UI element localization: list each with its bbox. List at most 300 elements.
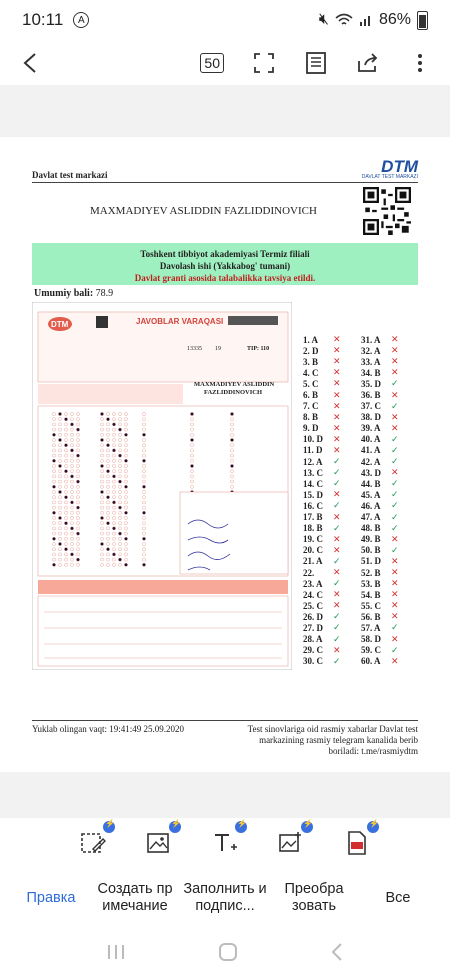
answer-label: 49. B: [361, 534, 381, 545]
bubble: [64, 522, 67, 525]
bubble: [118, 433, 121, 436]
bubble: [100, 537, 103, 540]
bubble: [142, 501, 145, 504]
bubble: [124, 563, 127, 566]
answer-label: 27. D: [303, 622, 323, 633]
bubble: [76, 506, 79, 509]
answer-label: 22.: [303, 567, 315, 578]
bubble: [76, 444, 79, 447]
bubble: [70, 438, 73, 441]
bubble: [118, 496, 121, 499]
answer-label: 32. A: [361, 345, 381, 356]
answer-label: 4. C: [303, 367, 319, 378]
bubble: [52, 449, 55, 452]
bubble: [64, 558, 67, 561]
cross-icon: ✕: [333, 433, 341, 444]
bubble: [52, 542, 55, 545]
bubble: [142, 438, 145, 441]
bubble: [112, 423, 115, 426]
bubble: [106, 542, 109, 545]
bubble: [58, 511, 61, 514]
bubble: [70, 516, 73, 519]
answer-row: [303, 467, 363, 478]
bubble: [58, 558, 61, 561]
answer-label: 36. B: [361, 390, 381, 401]
bubble: [106, 449, 109, 452]
answer-row: [303, 423, 363, 434]
bubble: [190, 485, 193, 488]
bubble: [70, 418, 73, 421]
bubble: [70, 501, 73, 504]
admission-notice: [32, 243, 418, 285]
cross-icon: ✕: [391, 367, 399, 378]
faculty-line: Davolash ishi (Yakkabog' tumani): [159, 261, 291, 271]
cross-icon: ✕: [391, 578, 399, 589]
premium-badge-icon: [103, 821, 115, 833]
bubble: [106, 553, 109, 556]
check-icon: ✓: [391, 544, 399, 555]
answer-row: [303, 412, 363, 423]
fullscreen-button[interactable]: [252, 51, 276, 75]
bubble: [118, 506, 121, 509]
answers-column-31-60: [361, 334, 421, 667]
bubble: [70, 558, 73, 561]
answer-label: 53. B: [361, 578, 381, 589]
bubble: [52, 522, 55, 525]
bubble: [100, 475, 103, 478]
bubble: [100, 438, 103, 441]
bubble: [142, 516, 145, 519]
answer-label: 25. C: [303, 600, 323, 611]
bubble: [64, 548, 67, 551]
bubble: [64, 532, 67, 535]
cross-icon: ✕: [391, 467, 399, 478]
answer-row: [361, 434, 421, 445]
bubble: [58, 563, 61, 566]
viewer-background: [0, 85, 450, 137]
bubble: [124, 454, 127, 457]
answer-label: 58. D: [361, 634, 381, 645]
bubble: [112, 412, 115, 415]
answer-label: 29. C: [303, 645, 323, 656]
answer-row: [303, 634, 363, 645]
answer-row: [303, 512, 363, 523]
fill-sign-tab[interactable]: Заполнить и подпис...: [183, 881, 267, 914]
check-icon: ✓: [391, 511, 399, 522]
share-button[interactable]: [356, 51, 380, 75]
bubble: [112, 470, 115, 473]
back-nav-icon[interactable]: [330, 942, 344, 962]
answer-label: 42. A: [361, 456, 381, 467]
answer-label: 21. A: [303, 556, 323, 567]
mute-icon: 🔇︎: [318, 11, 329, 28]
answer-row: [303, 600, 363, 611]
bubble: [118, 428, 121, 431]
bubble: [70, 548, 73, 551]
answer-row: [303, 545, 363, 556]
cross-icon: ✕: [391, 356, 399, 367]
bubble: [100, 563, 103, 566]
bubble: [112, 553, 115, 556]
bubble: [142, 537, 145, 540]
answer-label: 8. B: [303, 412, 319, 423]
bubble: [100, 553, 103, 556]
cross-icon: ✕: [391, 345, 399, 356]
bubble: [76, 485, 79, 488]
answer-row: [303, 534, 363, 545]
answer-label: 9. D: [303, 423, 319, 434]
bubble: [118, 490, 121, 493]
back-button[interactable]: [18, 51, 42, 75]
bubble: [76, 542, 79, 545]
add-image-tool[interactable]: [277, 829, 305, 857]
more-vertical-icon: [417, 53, 423, 73]
bubble: [106, 563, 109, 566]
bubble: [76, 475, 79, 478]
bubble: [58, 553, 61, 556]
bubble: [64, 553, 67, 556]
bubble: [230, 459, 233, 462]
cross-icon: ✕: [391, 567, 399, 578]
bubble: [52, 485, 55, 488]
bubble: [124, 428, 127, 431]
bubble: [142, 449, 145, 452]
bubble: [112, 418, 115, 421]
bubble: [230, 464, 233, 467]
bubble: [76, 548, 79, 551]
premium-badge-icon: [235, 821, 247, 833]
bubble: [106, 423, 109, 426]
bubble: [118, 480, 121, 483]
bubble: [52, 511, 55, 514]
bubble: [100, 418, 103, 421]
bubble: [76, 527, 79, 530]
bubble: [100, 485, 103, 488]
bubble: [52, 516, 55, 519]
bubble: [70, 444, 73, 447]
answer-row: [361, 356, 421, 367]
bubble: [76, 501, 79, 504]
more-options-button[interactable]: [408, 51, 432, 75]
add-text-box-tool[interactable]: [79, 829, 107, 857]
bubble: [124, 506, 127, 509]
recommendation-line: Davlat granti asosida talabalikka tavsiya etildi.: [134, 273, 316, 283]
answer-row: [303, 456, 363, 467]
bubble: [124, 464, 127, 467]
answer-row: [303, 334, 363, 345]
bubble: [124, 423, 127, 426]
score-value: 78.9: [95, 288, 114, 299]
bubble: [58, 454, 61, 457]
bubble: [100, 464, 103, 467]
document-header: [32, 159, 418, 183]
sheet-title: JAVOBLAR VARAQASI: [136, 317, 224, 326]
bubble: [76, 438, 79, 441]
bubble: [112, 548, 115, 551]
answer-label: 14. C: [303, 478, 323, 489]
page-count-button[interactable]: 50: [200, 53, 224, 73]
bubble: [52, 438, 55, 441]
bubble: [52, 423, 55, 426]
create-note-tab[interactable]: Создать пр имечание: [97, 881, 173, 914]
edit-tab[interactable]: Правка: [26, 889, 76, 906]
bubble: [58, 485, 61, 488]
bubble: [64, 459, 67, 462]
image-add-icon: [277, 829, 305, 857]
bubble: [118, 548, 121, 551]
bubble: [106, 506, 109, 509]
fullscreen-icon: [254, 53, 274, 73]
convert-tab[interactable]: Преобра зовать: [284, 881, 344, 914]
check-icon: ✓: [333, 478, 341, 489]
bubble: [52, 475, 55, 478]
bubble: [58, 542, 61, 545]
answer-row: [361, 523, 421, 534]
bubble: [106, 490, 109, 493]
bubble: [58, 506, 61, 509]
cross-icon: ✕: [391, 589, 399, 600]
bubble: [58, 412, 61, 415]
answer-label: 11. D: [303, 445, 323, 456]
answer-row: [361, 600, 421, 611]
answer-row: [303, 478, 363, 489]
bubble: [124, 522, 127, 525]
bubble: [142, 454, 145, 457]
bubble: [58, 423, 61, 426]
bubble: [64, 454, 67, 457]
answer-label: 56. B: [361, 611, 381, 622]
bubble: [124, 527, 127, 530]
answer-row: [361, 656, 421, 667]
check-icon: ✓: [333, 578, 341, 589]
bubble: [142, 475, 145, 478]
bubble: [70, 464, 73, 467]
bubble: [64, 418, 67, 421]
pdf-convert-tool[interactable]: [343, 829, 371, 857]
bubble: [64, 480, 67, 483]
bubble: [64, 470, 67, 473]
bubble: [64, 537, 67, 540]
battery-icon: [417, 11, 428, 30]
bubble: [106, 485, 109, 488]
bubble: [70, 522, 73, 525]
bubble: [64, 542, 67, 545]
total-score: [34, 288, 113, 299]
cross-icon: ✕: [391, 334, 399, 345]
bubble: [112, 454, 115, 457]
check-icon: ✓: [333, 456, 341, 467]
svg-text:DTM: DTM: [51, 320, 69, 329]
answer-label: 10. D: [303, 434, 323, 445]
bubble: [58, 433, 61, 436]
bubble: [58, 428, 61, 431]
bubble: [100, 412, 103, 415]
sheet-name-2: FAZLIDDINOVICH: [204, 389, 263, 396]
share-icon: [357, 53, 379, 73]
all-tools-tab[interactable]: Все: [385, 889, 411, 906]
bubble: [58, 438, 61, 441]
bubble: [112, 563, 115, 566]
bubble: [230, 444, 233, 447]
check-icon: ✓: [391, 433, 399, 444]
bubble: [70, 470, 73, 473]
bubble: [124, 496, 127, 499]
bubble: [118, 563, 121, 566]
bubble: [142, 459, 145, 462]
bubble: [52, 470, 55, 473]
answer-label: 60. A: [361, 656, 381, 667]
pdf-file-icon: [343, 829, 371, 857]
bubble: [76, 412, 79, 415]
answer-row: [361, 489, 421, 500]
status-time: 10:11: [22, 10, 64, 29]
bubble: [52, 418, 55, 421]
bubble: [52, 412, 55, 415]
bubble: [190, 423, 193, 426]
recent-apps-icon[interactable]: [106, 943, 126, 961]
bubble: [106, 480, 109, 483]
bubble: [124, 449, 127, 452]
check-icon: ✓: [333, 655, 341, 666]
bubble: [118, 459, 121, 462]
home-icon[interactable]: [218, 942, 238, 962]
bubble: [100, 423, 103, 426]
bubble: [190, 480, 193, 483]
answer-label: 55. C: [361, 600, 381, 611]
answer-row: [303, 645, 363, 656]
bubble: [70, 563, 73, 566]
bubble: [70, 537, 73, 540]
bubble: [64, 423, 67, 426]
answer-label: 19. C: [303, 534, 323, 545]
bubble: [64, 563, 67, 566]
answer-label: 43. D: [361, 467, 381, 478]
bubble: [142, 485, 145, 488]
bubble: [118, 542, 121, 545]
image-tool[interactable]: [145, 829, 173, 857]
bubble: [106, 459, 109, 462]
bubble: [190, 459, 193, 462]
bubble: [52, 553, 55, 556]
bubble: [70, 412, 73, 415]
answer-row: [361, 345, 421, 356]
answer-label: 51. D: [361, 556, 381, 567]
cross-icon: ✕: [333, 334, 341, 345]
bubble: [58, 516, 61, 519]
bubble: [190, 428, 193, 431]
bubble: [142, 444, 145, 447]
answer-label: 1. A: [303, 334, 319, 345]
bubble: [52, 563, 55, 566]
bubble: [230, 480, 233, 483]
answer-row: [361, 456, 421, 467]
bubble: [106, 428, 109, 431]
bubble: [70, 475, 73, 478]
bubble: [100, 428, 103, 431]
bubble: [64, 516, 67, 519]
cross-icon: ✕: [333, 411, 341, 422]
bubble: [70, 496, 73, 499]
bubble: [76, 418, 79, 421]
bubble: [64, 444, 67, 447]
answer-label: 46. A: [361, 500, 381, 511]
bubble: [76, 537, 79, 540]
bubble: [76, 511, 79, 514]
bubble: [230, 412, 233, 415]
bubble: [190, 464, 193, 467]
bubble: [124, 459, 127, 462]
answer-row: [361, 478, 421, 489]
bubble: [76, 553, 79, 556]
org-name: Davlat test markazi: [32, 170, 108, 180]
bubble: [52, 464, 55, 467]
answer-label: 17. B: [303, 512, 323, 523]
bubble: [58, 449, 61, 452]
bubble: [106, 464, 109, 467]
bubble: [58, 522, 61, 525]
answer-label: 3. B: [303, 356, 319, 367]
back-arrow-icon: [22, 52, 38, 74]
bubble: [106, 475, 109, 478]
bubble: [100, 490, 103, 493]
bubble: [64, 485, 67, 488]
bubble: [118, 475, 121, 478]
download-time: Yuklab olingan vaqt: 19:41:49 25.09.2020: [32, 724, 184, 734]
bubble: [70, 480, 73, 483]
reading-mode-button[interactable]: [304, 51, 328, 75]
bubble: [190, 475, 193, 478]
answer-row: [303, 656, 363, 667]
check-icon: ✓: [391, 400, 399, 411]
answer-row: [361, 401, 421, 412]
bubble: [76, 464, 79, 467]
institution-line: Toshkent tibbiyot akademiyasi Termiz filiali: [140, 249, 310, 259]
bubble: [142, 532, 145, 535]
bubble: [100, 522, 103, 525]
answer-row: [303, 489, 363, 500]
bubble: [142, 418, 145, 421]
bubble: [100, 542, 103, 545]
bubble: [190, 412, 193, 415]
answer-row: [361, 367, 421, 378]
bubble: [70, 490, 73, 493]
answer-row: [361, 378, 421, 389]
bubble: [112, 537, 115, 540]
check-icon: ✓: [391, 489, 399, 500]
bubble: [100, 532, 103, 535]
bubble: [112, 506, 115, 509]
answer-label: 7. C: [303, 401, 319, 412]
bubble: [112, 542, 115, 545]
bubble: [142, 506, 145, 509]
bubble: [112, 527, 115, 530]
answer-label: 24. C: [303, 589, 323, 600]
cross-icon: ✕: [391, 389, 399, 400]
bubble: [230, 423, 233, 426]
bubble: [58, 537, 61, 540]
add-text-tool[interactable]: [211, 829, 239, 857]
check-icon: ✓: [333, 522, 341, 533]
bubble: [58, 496, 61, 499]
bubble: [58, 532, 61, 535]
bubble: [118, 527, 121, 530]
cross-icon: ✕: [391, 411, 399, 422]
bubble: [112, 490, 115, 493]
answer-row: [361, 334, 421, 345]
bubble: [118, 553, 121, 556]
answer-label: 54. B: [361, 589, 381, 600]
cross-icon: ✕: [333, 644, 341, 655]
